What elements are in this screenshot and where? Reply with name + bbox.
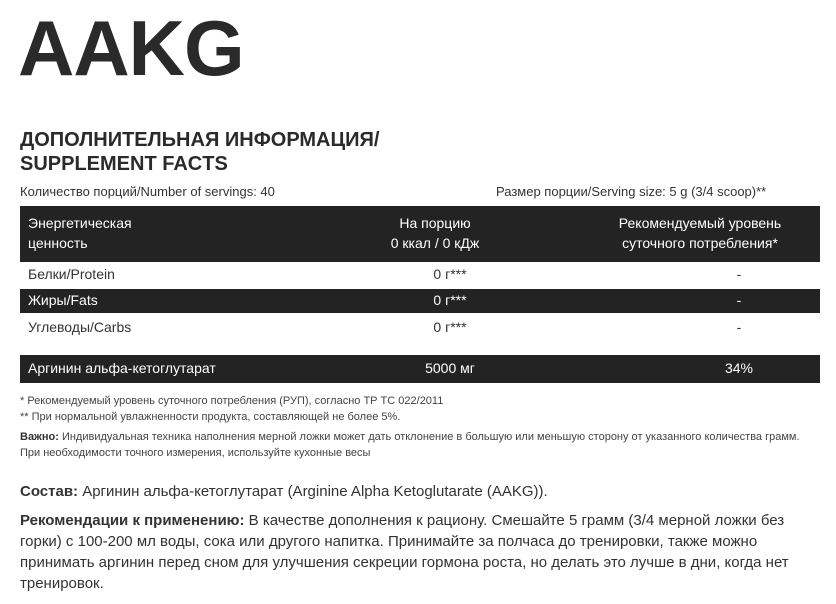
table-row-protein [20, 263, 820, 287]
composition-text: Аргинин альфа-кетоглутарат (Arginine Alpha Ketoglutarate (AAKG)). [78, 483, 548, 500]
supplement-facts-heading [20, 128, 379, 176]
header-energy-line-2: ценность [28, 235, 88, 251]
table-row-carbs [20, 316, 820, 340]
row-name: Аргинин альфа-кетоглутарат [28, 360, 216, 376]
important-label: Важно: [20, 431, 59, 443]
important-note [20, 429, 820, 461]
row-daily: - [736, 292, 742, 308]
composition-label: Состав: [20, 483, 79, 500]
header-per-serving [350, 213, 520, 253]
row-amount: 0 г*** [433, 319, 467, 335]
table-row-fats [20, 289, 820, 313]
footnote-1: * Рекомендуемый уровень суточного потребления (РУП), согласно ТР ТС 022/2011 [20, 395, 444, 407]
header-energy [28, 213, 132, 253]
row-daily: - [736, 266, 742, 282]
recommendations [20, 510, 820, 594]
header-daily-value-line-2: суточного потребления* [622, 235, 778, 251]
servings-count: Количество порций/Number of servings: 40 [20, 184, 275, 199]
row-name: Белки/Protein [28, 266, 115, 282]
row-amount: 0 г*** [433, 292, 467, 308]
composition [20, 481, 820, 502]
row-daily: - [736, 319, 742, 335]
header-per-serving-line-1: На порцию [399, 215, 471, 231]
row-amount: 5000 мг [425, 360, 475, 376]
heading-line-2: SUPPLEMENT FACTS [20, 153, 228, 175]
table-row-aakg [20, 355, 820, 383]
important-text: Индивидуальная техника наполнения мерной ложки может дать отклонение в большую или меньшую сторону от указанного количества грамм. При необходимости точного измерения, используйте кухонные весы [20, 431, 800, 459]
heading-line-1: ДОПОЛНИТЕЛЬНАЯ ИНФОРМАЦИЯ/ [20, 129, 380, 151]
row-name: Углеводы/Carbs [28, 319, 132, 335]
product-title: AAKG [18, 4, 244, 92]
serving-size: Размер порции/Serving size: 5 g (3/4 scoop)** [496, 184, 767, 199]
header-energy-line-1: Энергетическая [28, 215, 132, 231]
header-daily-value-line-1: Рекомендуемый уровень [618, 215, 782, 231]
row-amount: 0 г*** [433, 266, 467, 282]
facts-table-header [20, 206, 820, 262]
row-name: Жиры/Fats [28, 292, 98, 308]
recommendations-text: В качестве дополнения к рациону. Смешайте 5 грамм (3/4 мерной ложки без горки) с 100-200 мл воды, сока или другого напитка. Принимайте за полчаса до тренировки, также можно принимать аргинин перед сном для улучшения секреции гормона роста, но делать это лучше в дни, когда нет тренировок. [20, 512, 789, 592]
recommendations-label: Рекомендации к применению: [20, 512, 245, 529]
row-daily: 34% [724, 360, 754, 376]
header-daily-value [580, 213, 820, 253]
footnote-2: ** При нормальной увлажненности продукта, составляющей не более 5%. [20, 411, 401, 423]
header-per-serving-line-2: 0 ккал / 0 кДж [390, 235, 480, 251]
